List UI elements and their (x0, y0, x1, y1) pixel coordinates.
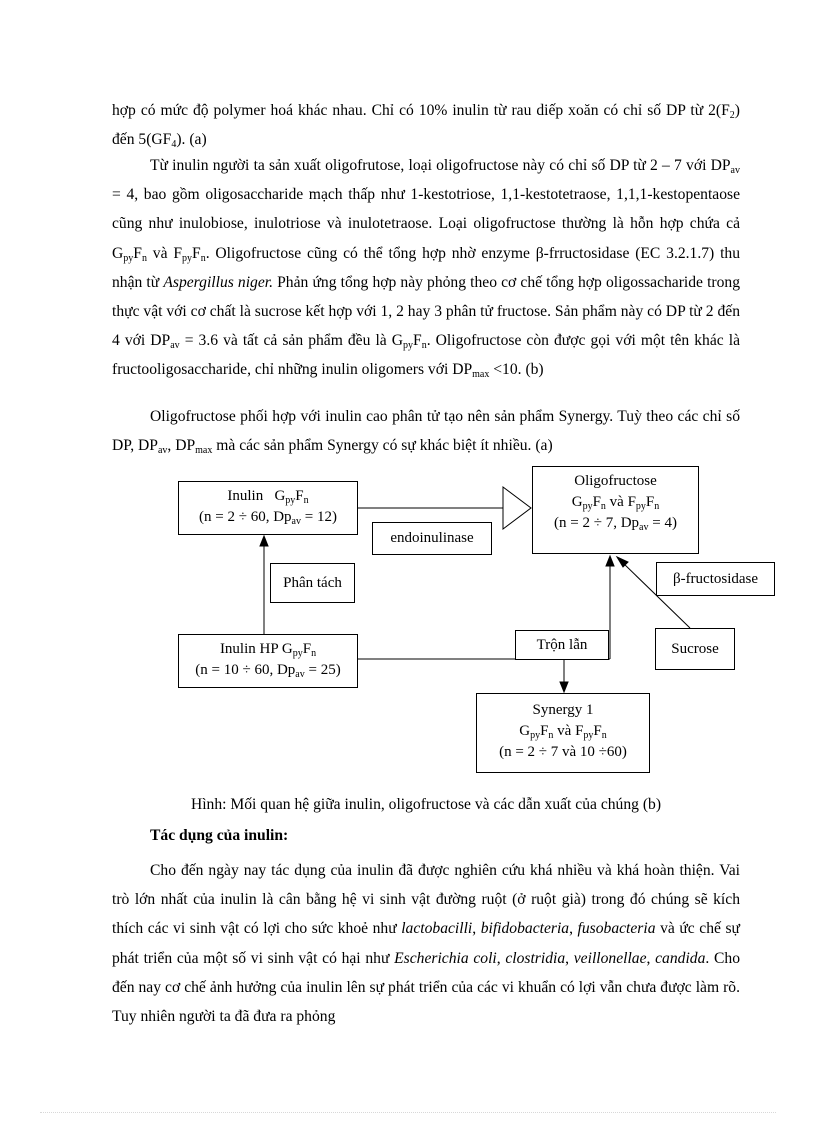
paragraph-1: hợp có mức độ polymer hoá khác nhau. Chỉ có 10% inulin từ rau diếp xoăn có chỉ số DP từ $2(F_2)$ đến $5(GF_4)$. (a) (112, 102, 740, 151)
figure-caption: Hình: Mối quan hệ giữa inulin, oligofructose và các dẫn xuất của chúng (b) (190, 796, 662, 813)
inulin-box: Inulin $G_{py}F_n$ (n = 2 ÷ 60, $Dp_{av} = 12$) (178, 481, 358, 535)
beta-fructosidase-label: β-fructosidase (656, 562, 775, 596)
paragraph-4: Cho đến ngày nay tác dụng của inulin đã được nghiên cứu khá nhiều và khá hoàn thiện. Vai trò lớn nhất của inulin là cân bằng hệ vi sinh vật đường ruột (ở ruột già) trong đó chúng sẽ kích thích các vi sinh vật có lợi cho sức khoẻ như lactobacilli, bifidobacteria, fusobacteria và ức chế sự phát triển của một số vi sinh vật có hại như Escherichia coli, clostridia, veillonellae, candida. Cho đến nay cơ chế ảnh hưởng của inulin lên sự phát triển của các vi khuẩn có lợi vẫn chưa được làm rõ. Tuy nhiên người ta đã đưa ra phỏng (112, 862, 741, 1026)
arrow-head-mix-up (606, 556, 614, 566)
sucrose-box: Sucrose (655, 628, 735, 670)
synergy-box: Synergy 1 $G_{py}F_n$ và $F_{py}F_n$ (n = 2 ÷ 7 và 10 ÷60) (476, 693, 650, 773)
arrow-head-hollow (503, 487, 531, 529)
section-heading: Tác dụng của inulin: (150, 827, 289, 844)
paragraph-3: Oligofructose phối hợp với inulin cao phân tử tạo nên sản phẩm Synergy. Tuỳ theo các chỉ số DP, $DP_{av}$, $DP_{max}$ mà các sản phẩm Synergy có sự khác biệt ít nhiều. (a) (112, 408, 740, 457)
page-bottom-divider (40, 1112, 776, 1113)
arrow-head-mix-down (560, 682, 568, 692)
separation-label: Phân tách (270, 563, 355, 603)
endoinulinase-label: endoinulinase (372, 522, 492, 555)
mixing-label: Trộn lẫn (515, 630, 609, 660)
paragraph-2: Từ inulin người ta sản xuất oligofrutose, loại oligofructose này có chỉ số DP từ 2 – 7 với $DP_{av} = 4$, bao gồm oligosaccharide mạch thấp như 1-kestotriose, 1,1-kestotetraose, 1,1,1-kestopentaose cũng như inulobiose, inulotriose và inulotetraose. Loại oligofructose thường là hỗn hợp chứa cả $G_{py}F_n$ và $F_{py}F_n$. Oligofructose cũng có thể tổng hợp nhờ enzyme β-frructosidase (EC 3.2.1.7) thu nhận từ Aspergillus niger. Phản ứng tổng hợp này phỏng theo cơ chế tổng hợp oligossacharide trong thực vật với cơ chất là sucrose kết hợp với 1, 2 hay 3 phân tử fructose. Sản phẩm này có DP từ 2 đến 4 với $DP_{av} = 3.6$ và tất cả sản phẩm đều là $G_{py}F_n$. Oligofructose còn được gọi với một tên khác là fructooligosaccharide, chỉ những inulin oligomers với $DP_{max} <10$. (b) (112, 157, 740, 381)
oligofructose-box: Oligofructose $G_{py}F_n$ và $F_{py}F_n$ (n = 2 ÷ 7, $Dp_{av} = 4$) (532, 466, 699, 554)
inulin-hp-box: Inulin HP $G_{py}F_n$ (n = 10 ÷ 60, $Dp_{av} = 25$) (178, 634, 358, 688)
arrow-head-sucrose (617, 557, 628, 567)
arrow-head-separate (260, 536, 268, 546)
